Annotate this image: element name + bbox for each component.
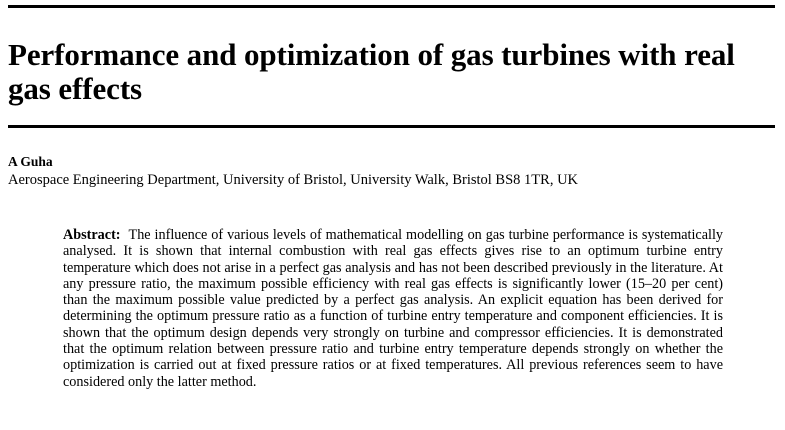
author-name: A Guha <box>8 154 53 169</box>
title-rule <box>8 125 775 128</box>
author-affiliation: Aerospace Engineering Department, University of Bristol, University Walk, Bristol BS8 1TR, UK <box>8 172 579 188</box>
paper-title: Performance and optimization of gas turbines with real gas effects <box>8 37 735 106</box>
abstract <box>63 227 723 390</box>
abstract-label: Abstract: <box>63 227 121 243</box>
abstract-text: The influence of various levels of mathematical modelling on gas turbine performance is systematically analysed. It is shown that internal combustion with real gas effects gives rise to an optimum turbine entry temperature which does not arise in a perfect gas analysis and has not been described previously in the literature. At any pressure ratio, the maximum possible efficiency with real gas effects is significantly lower (15–20 per cent) than the maximum possible value predicted by a perfect gas analysis. An explicit equation has been derived for determining the optimum pressure ratio as a function of turbine entry temperature and component efficiencies. It is shown that the optimum design depends very strongly on turbine and compressor efficiencies. It is demonstrated that the optimum relation between pressure ratio and turbine entry temperature depends strongly on whether the optimization is carried out at fixed pressure ratios or at fixed temperatures. All previous references seem to have considered only the latter method. <box>63 227 723 390</box>
top-rule <box>8 5 775 8</box>
